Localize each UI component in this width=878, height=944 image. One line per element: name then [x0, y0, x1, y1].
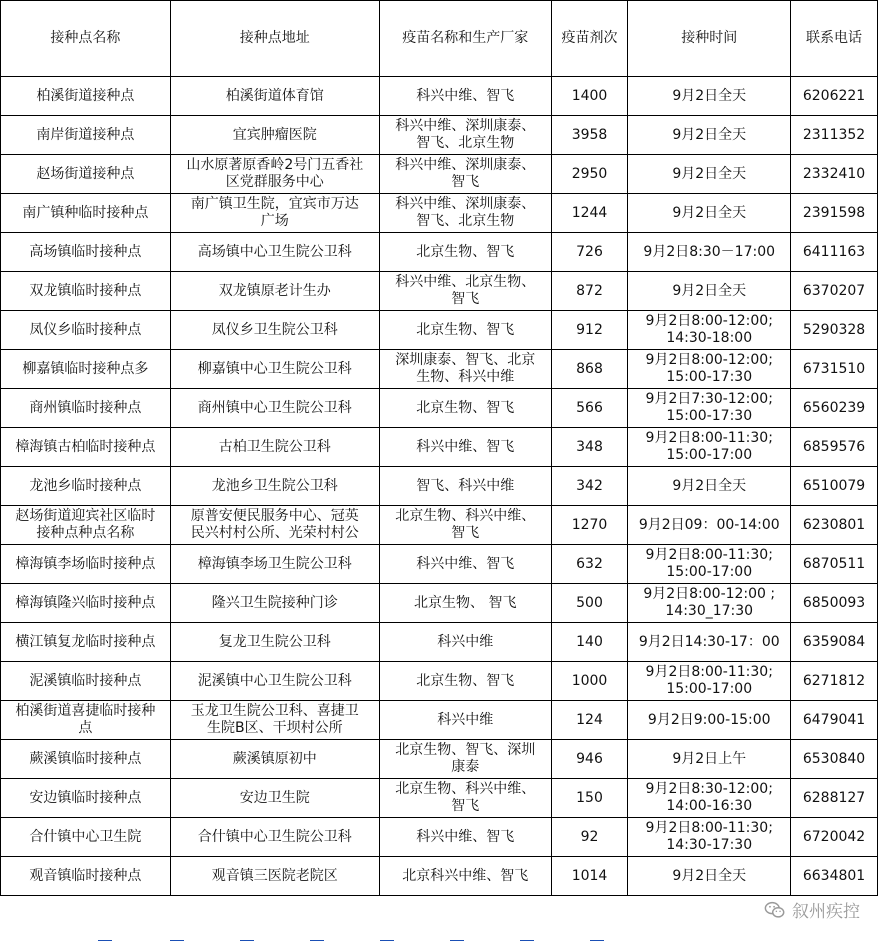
- time-cell: 9月2日8:00-11:30; 15:00-17:00: [628, 545, 791, 584]
- site-name-cell: 南岸街道接种点: [1, 116, 171, 155]
- table-row: [1, 506, 878, 545]
- table-body: [1, 77, 878, 896]
- watermark-text: 叙州疾控: [792, 902, 860, 922]
- edge-mark: [240, 940, 254, 941]
- vaccine-maker-cell: 科兴中维、深圳康泰、 智飞、北京生物: [379, 116, 551, 155]
- doses-cell: 566: [551, 389, 628, 428]
- site-address-cell: 凤仪乡卫生院公卫科: [170, 311, 379, 350]
- site-address-cell: 古柏卫生院公卫科: [170, 428, 379, 467]
- site-name-cell: 凤仪乡临时接种点: [1, 311, 171, 350]
- site-name-cell: 双龙镇临时接种点: [1, 272, 171, 311]
- header-vaccine-maker: 疫苗名称和生产厂家: [379, 1, 551, 77]
- vaccine-maker-cell: 深圳康泰、智飞、北京 生物、科兴中维: [379, 350, 551, 389]
- site-name-cell: 横江镇复龙临时接种点: [1, 623, 171, 662]
- time-cell: 9月2日8:00-12:00 ; 14:30_17:30: [628, 584, 791, 623]
- edge-mark: [170, 940, 184, 941]
- site-address-cell: 原普安便民服务中心、冠英 民兴村村公所、光荣村村公: [170, 506, 379, 545]
- time-cell: 9月2日全天: [628, 77, 791, 116]
- site-address-cell: 隆兴卫生院接种门诊: [170, 584, 379, 623]
- doses-cell: 912: [551, 311, 628, 350]
- table-header-row: [1, 1, 878, 77]
- table-row: [1, 584, 878, 623]
- phone-cell: 6370207: [791, 272, 878, 311]
- phone-cell: 5290328: [791, 311, 878, 350]
- doses-cell: 500: [551, 584, 628, 623]
- doses-cell: 140: [551, 623, 628, 662]
- header-phone: 联系电话: [791, 1, 878, 77]
- site-name-cell: 南广镇种临时接种点: [1, 194, 171, 233]
- vaccine-maker-cell: 科兴中维、智飞: [379, 545, 551, 584]
- time-cell: 9月2日8:00-12:00; 15:00-17:30: [628, 350, 791, 389]
- doses-cell: 1244: [551, 194, 628, 233]
- site-address-cell: 商州镇中心卫生院公卫科: [170, 389, 379, 428]
- site-address-cell: 玉龙卫生院公卫科、喜捷卫 生院B区、干坝村公所: [170, 701, 379, 740]
- vaccine-maker-cell: 北京科兴中维、智飞: [379, 857, 551, 896]
- table-row: [1, 467, 878, 506]
- phone-cell: 6560239: [791, 389, 878, 428]
- time-cell: 9月2日全天: [628, 857, 791, 896]
- vaccine-maker-cell: 科兴中维、智飞: [379, 818, 551, 857]
- table-row: [1, 545, 878, 584]
- phone-cell: 6731510: [791, 350, 878, 389]
- time-cell: 9月2日全天: [628, 116, 791, 155]
- site-name-cell: 柏溪街道接种点: [1, 77, 171, 116]
- time-cell: 9月2日全天: [628, 272, 791, 311]
- edge-mark: [380, 940, 394, 941]
- vaccine-maker-cell: 科兴中维、智飞: [379, 77, 551, 116]
- vaccine-maker-cell: 北京生物、科兴中维、 智飞: [379, 779, 551, 818]
- table-row: [1, 740, 878, 779]
- time-cell: 9月2日上午: [628, 740, 791, 779]
- wechat-logo-icon: [764, 899, 786, 921]
- site-address-cell: 双龙镇原老计生办: [170, 272, 379, 311]
- site-address-cell: 樟海镇李场卫生院公卫科: [170, 545, 379, 584]
- phone-cell: 2391598: [791, 194, 878, 233]
- site-name-cell: 安边镇临时接种点: [1, 779, 171, 818]
- time-cell: 9月2日8:00-11:30; 14:30-17:30: [628, 818, 791, 857]
- doses-cell: 150: [551, 779, 628, 818]
- site-address-cell: 山水原著原香岭2号门五香社 区党群服务中心: [170, 155, 379, 194]
- time-cell: 9月2日全天: [628, 194, 791, 233]
- vaccine-maker-cell: 北京生物、智飞、深圳 康泰: [379, 740, 551, 779]
- table-row: [1, 389, 878, 428]
- edge-mark: [590, 940, 604, 941]
- site-address-cell: 宜宾肿瘤医院: [170, 116, 379, 155]
- site-address-cell: 柏溪街道体育馆: [170, 77, 379, 116]
- header-doses: 疫苗剂次: [551, 1, 628, 77]
- doses-cell: 92: [551, 818, 628, 857]
- time-cell: 9月2日8:00-11:30; 15:00-17:00: [628, 428, 791, 467]
- vaccine-maker-cell: 北京生物、智飞: [379, 662, 551, 701]
- site-address-cell: 泥溪镇中心卫生院公卫科: [170, 662, 379, 701]
- site-address-cell: 高场镇中心卫生院公卫科: [170, 233, 379, 272]
- table-row: [1, 779, 878, 818]
- phone-cell: 6530840: [791, 740, 878, 779]
- vaccine-maker-cell: 北京生物、智飞: [379, 233, 551, 272]
- edge-mark: [520, 940, 534, 941]
- phone-cell: 6479041: [791, 701, 878, 740]
- site-address-cell: 合什镇中心卫生院公卫科: [170, 818, 379, 857]
- vaccine-maker-cell: 科兴中维、深圳康泰、 智飞、北京生物: [379, 194, 551, 233]
- time-cell: 9月2日8:30－17:00: [628, 233, 791, 272]
- site-name-cell: 樟海镇李场临时接种点: [1, 545, 171, 584]
- doses-cell: 1270: [551, 506, 628, 545]
- site-name-cell: 樟海镇古柏临时接种点: [1, 428, 171, 467]
- vaccine-maker-cell: 科兴中维: [379, 701, 551, 740]
- table-row: [1, 233, 878, 272]
- time-cell: 9月2日7:30-12:00; 15:00-17:30: [628, 389, 791, 428]
- site-name-cell: 蕨溪镇临时接种点: [1, 740, 171, 779]
- table-row: [1, 623, 878, 662]
- time-cell: 9月2日8:00-12:00; 14:30-18:00: [628, 311, 791, 350]
- vaccine-maker-cell: 北京生物、科兴中维、 智飞: [379, 506, 551, 545]
- vaccine-maker-cell: 北京生物、智飞: [379, 311, 551, 350]
- vaccine-maker-cell: 科兴中维、智飞: [379, 428, 551, 467]
- time-cell: 9月2日14:30-17：00: [628, 623, 791, 662]
- table-row: [1, 662, 878, 701]
- next-row-edge: [0, 936, 878, 944]
- phone-cell: 6359084: [791, 623, 878, 662]
- vaccine-maker-cell: 智飞、科兴中维: [379, 467, 551, 506]
- vaccine-maker-cell: 科兴中维、北京生物、 智飞: [379, 272, 551, 311]
- phone-cell: 6271812: [791, 662, 878, 701]
- site-address-cell: 安边卫生院: [170, 779, 379, 818]
- phone-cell: 6634801: [791, 857, 878, 896]
- doses-cell: 342: [551, 467, 628, 506]
- phone-cell: 6510079: [791, 467, 878, 506]
- watermark: [764, 897, 860, 922]
- edge-mark: [98, 940, 112, 941]
- header-site-address: 接种点地址: [170, 1, 379, 77]
- edge-mark: [310, 940, 324, 941]
- table-row: [1, 272, 878, 311]
- header-site-name: 接种点名称: [1, 1, 171, 77]
- phone-cell: 6411163: [791, 233, 878, 272]
- table-row: [1, 77, 878, 116]
- doses-cell: 348: [551, 428, 628, 467]
- table-row: [1, 155, 878, 194]
- site-name-cell: 柏溪街道喜捷临时接种 点: [1, 701, 171, 740]
- phone-cell: 6206221: [791, 77, 878, 116]
- vaccine-maker-cell: 科兴中维: [379, 623, 551, 662]
- table-row: [1, 857, 878, 896]
- doses-cell: 1014: [551, 857, 628, 896]
- site-address-cell: 南广镇卫生院，宜宾市万达 广场: [170, 194, 379, 233]
- site-name-cell: 观音镇临时接种点: [1, 857, 171, 896]
- site-address-cell: 观音镇三医院老院区: [170, 857, 379, 896]
- doses-cell: 1000: [551, 662, 628, 701]
- site-name-cell: 泥溪镇临时接种点: [1, 662, 171, 701]
- time-cell: 9月2日8:30-12:00; 14:00-16:30: [628, 779, 791, 818]
- site-name-cell: 樟海镇隆兴临时接种点: [1, 584, 171, 623]
- site-name-cell: 商州镇临时接种点: [1, 389, 171, 428]
- doses-cell: 3958: [551, 116, 628, 155]
- doses-cell: 726: [551, 233, 628, 272]
- table-row: [1, 350, 878, 389]
- doses-cell: 946: [551, 740, 628, 779]
- table-row: [1, 194, 878, 233]
- header-time: 接种时间: [628, 1, 791, 77]
- site-address-cell: 复龙卫生院公卫科: [170, 623, 379, 662]
- phone-cell: 2311352: [791, 116, 878, 155]
- site-name-cell: 赵场街道接种点: [1, 155, 171, 194]
- doses-cell: 124: [551, 701, 628, 740]
- site-address-cell: 龙池乡卫生院公卫科: [170, 467, 379, 506]
- vaccine-maker-cell: 北京生物、 智飞: [379, 584, 551, 623]
- phone-cell: 2332410: [791, 155, 878, 194]
- doses-cell: 632: [551, 545, 628, 584]
- doses-cell: 868: [551, 350, 628, 389]
- phone-cell: 6870511: [791, 545, 878, 584]
- time-cell: 9月2日全天: [628, 467, 791, 506]
- table-row: [1, 311, 878, 350]
- phone-cell: 6288127: [791, 779, 878, 818]
- site-address-cell: 蕨溪镇原初中: [170, 740, 379, 779]
- doses-cell: 872: [551, 272, 628, 311]
- vaccine-maker-cell: 科兴中维、深圳康泰、 智飞: [379, 155, 551, 194]
- edge-mark: [450, 940, 464, 941]
- site-address-cell: 柳嘉镇中心卫生院公卫科: [170, 350, 379, 389]
- table-row: [1, 116, 878, 155]
- phone-cell: 6850093: [791, 584, 878, 623]
- table-row: [1, 428, 878, 467]
- phone-cell: 6859576: [791, 428, 878, 467]
- phone-cell: 6230801: [791, 506, 878, 545]
- time-cell: 9月2日8:00-11:30; 15:00-17:00: [628, 662, 791, 701]
- time-cell: 9月2日09：00-14:00: [628, 506, 791, 545]
- vaccine-maker-cell: 北京生物、智飞: [379, 389, 551, 428]
- site-name-cell: 赵场街道迎宾社区临时 接种点种点名称: [1, 506, 171, 545]
- doses-cell: 2950: [551, 155, 628, 194]
- phone-cell: 6720042: [791, 818, 878, 857]
- doses-cell: 1400: [551, 77, 628, 116]
- site-name-cell: 柳嘉镇临时接种点多: [1, 350, 171, 389]
- table-row: [1, 701, 878, 740]
- time-cell: 9月2日9:00-15:00: [628, 701, 791, 740]
- site-name-cell: 合什镇中心卫生院: [1, 818, 171, 857]
- table-row: [1, 818, 878, 857]
- site-name-cell: 高场镇临时接种点: [1, 233, 171, 272]
- time-cell: 9月2日全天: [628, 155, 791, 194]
- site-name-cell: 龙池乡临时接种点: [1, 467, 171, 506]
